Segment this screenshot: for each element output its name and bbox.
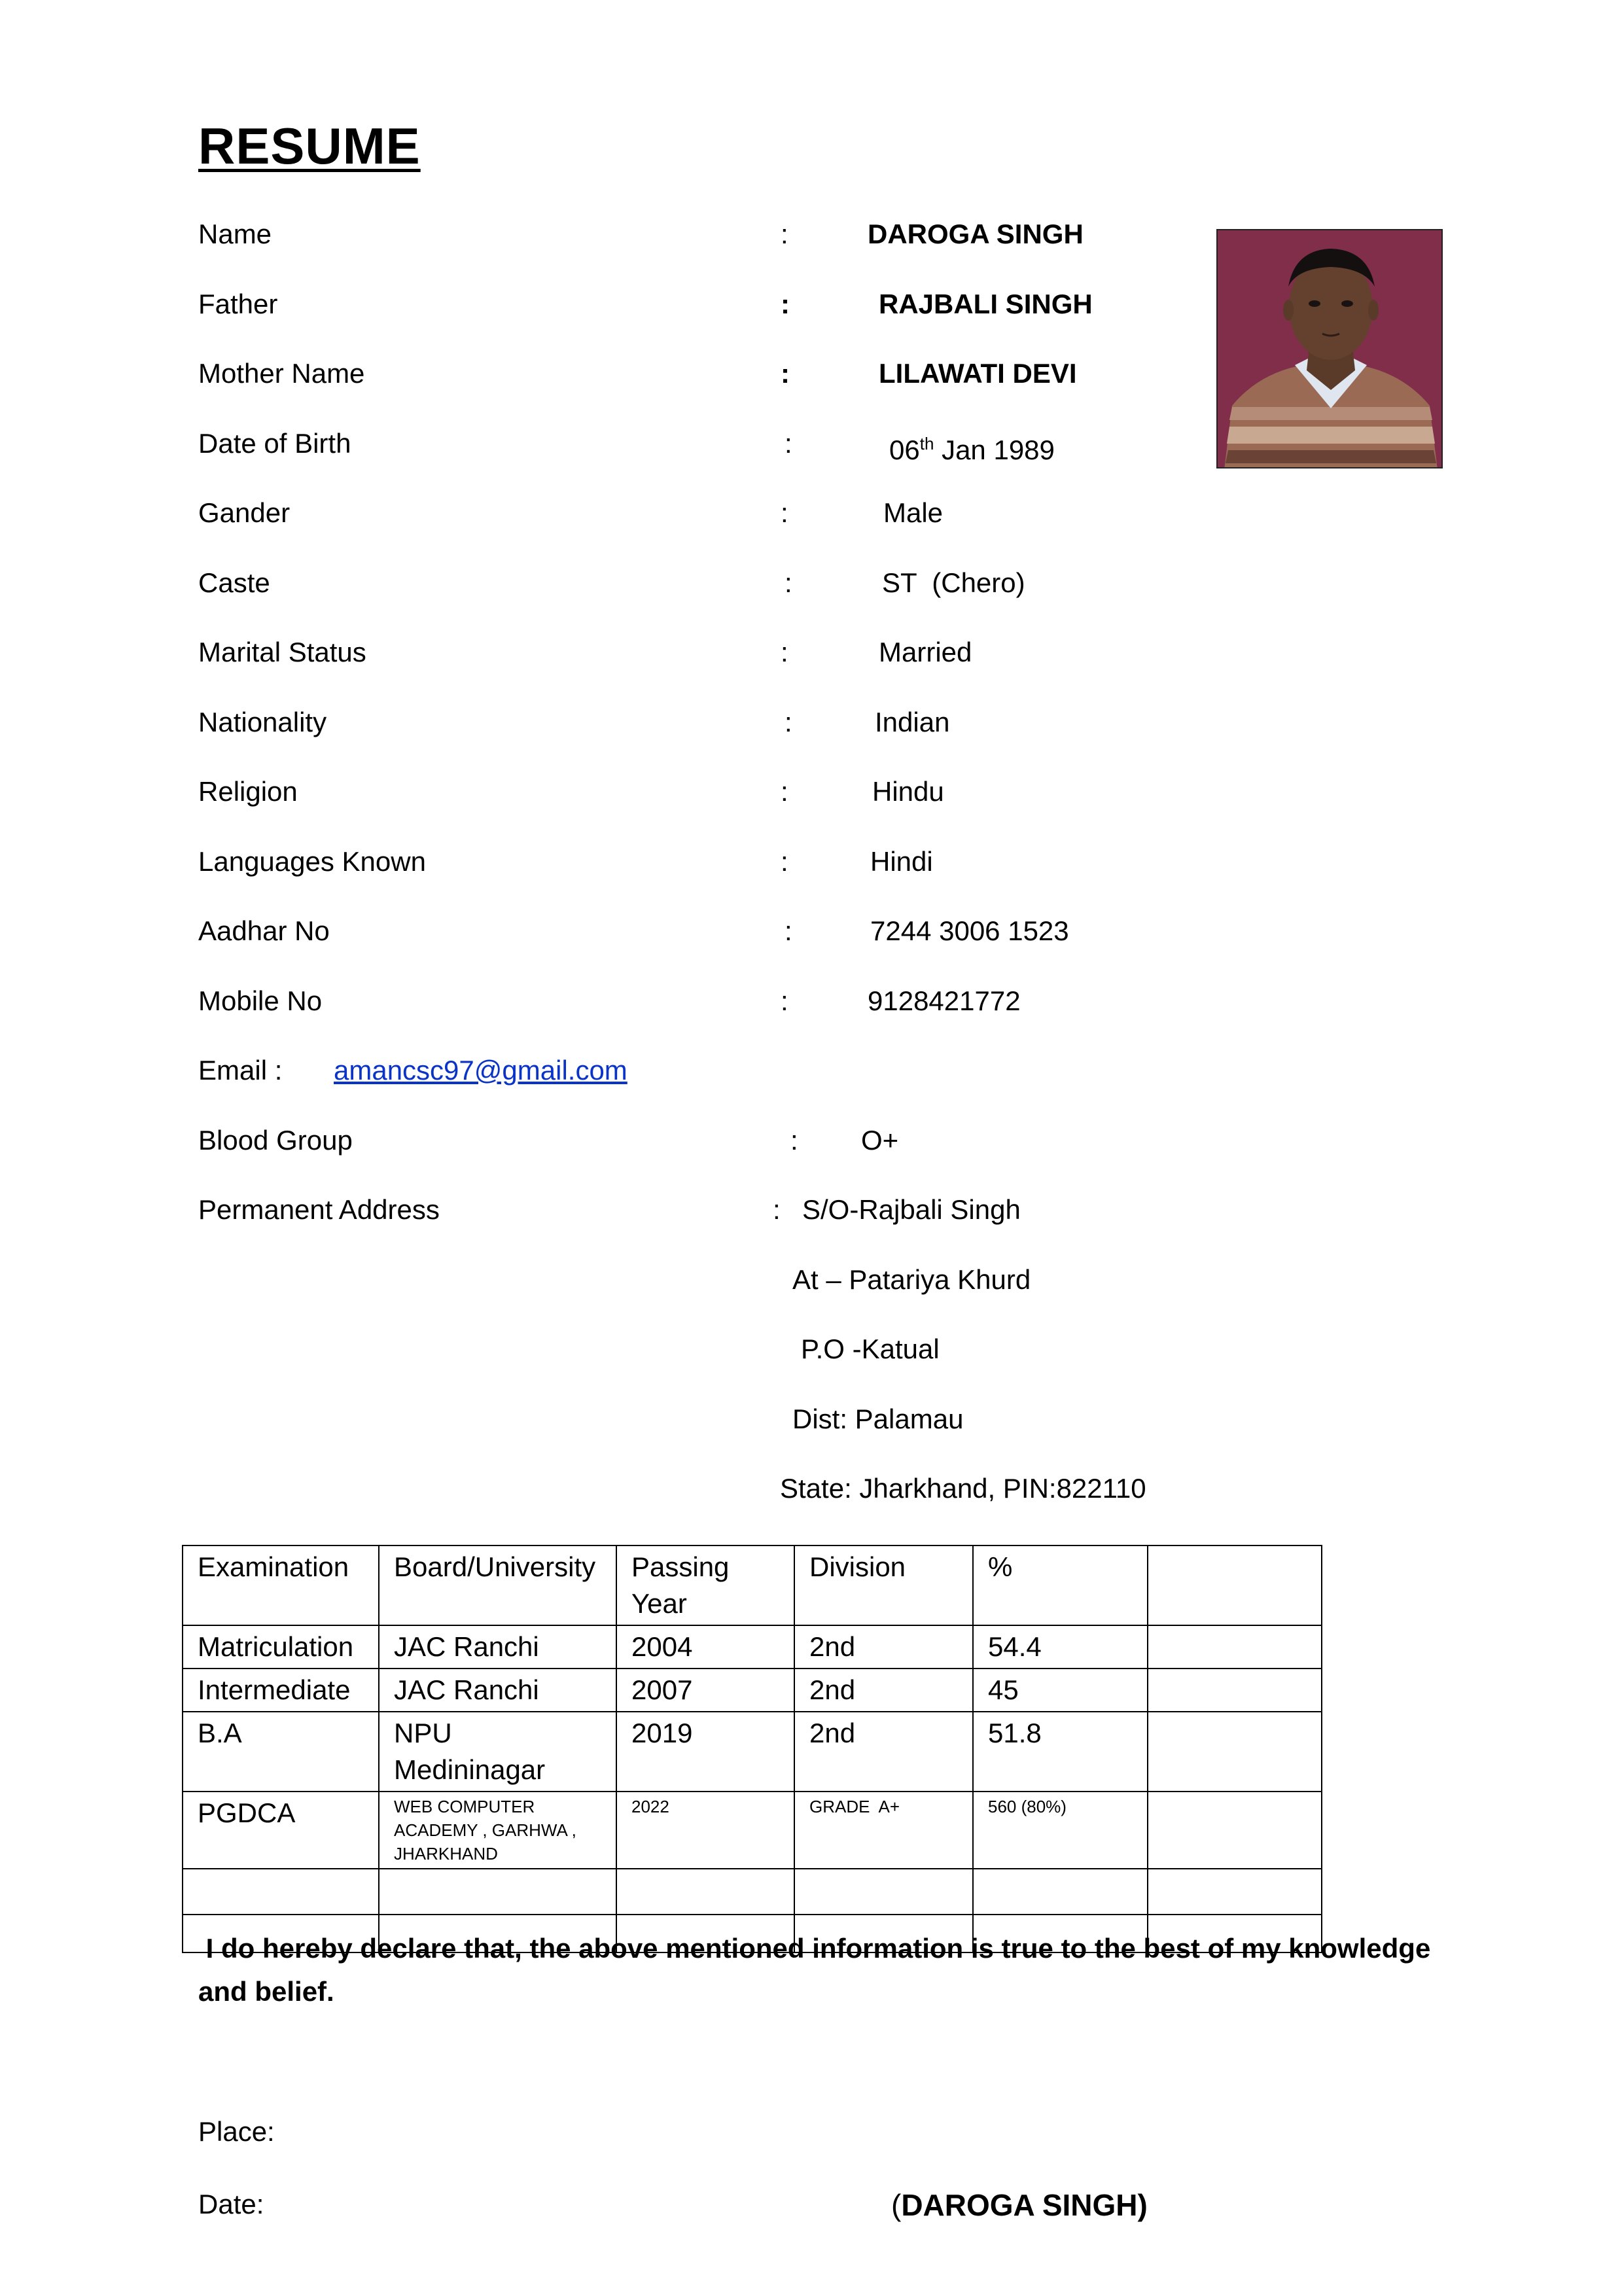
table-cell	[794, 1869, 973, 1915]
dob-label: Date of Birth	[198, 428, 351, 459]
address-line-3: P.O -Katual	[801, 1333, 940, 1364]
signature-name: DAROGA SINGH)	[901, 2188, 1148, 2222]
table-cell: NPU Medininagar	[379, 1712, 616, 1792]
header-board: Board/University	[379, 1545, 616, 1625]
email-link[interactable]: amancsc97@gmail.com	[334, 1055, 627, 1086]
table-cell: 51.8	[973, 1712, 1148, 1792]
father-label: Father	[198, 289, 278, 319]
header-extra	[1148, 1545, 1322, 1625]
table-row	[183, 1792, 1322, 1869]
gender-label: Gander	[198, 497, 291, 528]
name-value: DAROGA SINGH	[868, 219, 1084, 249]
religion-label: Religion	[198, 776, 298, 807]
dob-day: 06	[889, 434, 920, 465]
mother-colon: :	[781, 358, 790, 389]
table-row	[183, 1669, 1322, 1712]
address-line-1: S/O-Rajbali Singh	[802, 1194, 1021, 1225]
profile-photo	[1216, 229, 1443, 468]
declaration-text: I do hereby declare that, the above mentioned information is true to the best of my knowledge and belief.	[198, 1933, 1438, 2007]
languages-colon: :	[781, 846, 788, 877]
dob-value	[889, 424, 1055, 470]
nationality-value: Indian	[875, 707, 950, 737]
table-cell	[1148, 1625, 1322, 1669]
date-label: Date:	[198, 2189, 264, 2219]
name-colon: :	[781, 219, 788, 249]
dob-colon: :	[785, 428, 792, 459]
caste-value: ST (Chero)	[882, 567, 1025, 598]
table-cell: PGDCA	[183, 1792, 379, 1869]
table-cell	[973, 1869, 1148, 1915]
address-line-5: State: Jharkhand, PIN:822110	[780, 1473, 1146, 1504]
blood-group-value: O+	[861, 1125, 899, 1156]
table-row	[183, 1625, 1322, 1669]
table-cell: 45	[973, 1669, 1148, 1712]
address-line-2: At – Patariya Khurd	[792, 1264, 1031, 1295]
religion-value: Hindu	[872, 776, 944, 807]
table-cell: WEB COMPUTER ACADEMY , GARHWA , JHARKHAND	[379, 1792, 616, 1869]
header-passing-year: Passing Year	[616, 1545, 794, 1625]
marital-value: Married	[879, 637, 972, 667]
table-row	[183, 1869, 1322, 1915]
table-header-row	[183, 1545, 1322, 1625]
dob-month-year: Jan 1989	[934, 434, 1055, 465]
aadhar-colon: :	[785, 915, 792, 946]
table-cell	[183, 1869, 379, 1915]
table-cell: 2nd	[794, 1669, 973, 1712]
table-cell: 2nd	[794, 1712, 973, 1792]
marital-colon: :	[781, 637, 788, 667]
caste-label: Caste	[198, 567, 270, 598]
marital-label: Marital Status	[198, 637, 366, 667]
table-cell: 54.4	[973, 1625, 1148, 1669]
mobile-value: 9128421772	[868, 985, 1021, 1016]
table-cell: GRADE A+	[794, 1792, 973, 1869]
mother-value: LILAWATI DEVI	[879, 358, 1077, 389]
nationality-colon: :	[785, 707, 792, 737]
name-label: Name	[198, 219, 272, 249]
caste-colon: :	[785, 567, 792, 598]
address-line-4: Dist: Palamau	[792, 1404, 964, 1434]
table-cell	[1148, 1669, 1322, 1712]
table-cell: 2022	[616, 1792, 794, 1869]
table-cell: 560 (80%)	[973, 1792, 1148, 1869]
address-label: Permanent Address	[198, 1194, 440, 1225]
table-cell	[1148, 1869, 1322, 1915]
table-row	[183, 1712, 1322, 1792]
table-cell: 2004	[616, 1625, 794, 1669]
gender-colon: :	[781, 497, 788, 528]
dob-suffix: th	[919, 434, 934, 453]
aadhar-label: Aadhar No	[198, 915, 330, 946]
father-value: RAJBALI SINGH	[879, 289, 1093, 319]
table-cell: B.A	[183, 1712, 379, 1792]
religion-colon: :	[781, 776, 788, 807]
header-percent: %	[973, 1545, 1148, 1625]
header-division: Division	[794, 1545, 973, 1625]
blood-group-label: Blood Group	[198, 1125, 353, 1156]
languages-label: Languages Known	[198, 846, 426, 877]
table-cell: 2019	[616, 1712, 794, 1792]
table-cell	[616, 1869, 794, 1915]
table-cell: 2nd	[794, 1625, 973, 1669]
signature-open-paren: (	[891, 2188, 902, 2222]
mother-label: Mother Name	[198, 358, 365, 389]
address-colon: :	[773, 1194, 781, 1225]
aadhar-value: 7244 3006 1523	[870, 915, 1069, 946]
blood-group-colon: :	[790, 1125, 798, 1156]
table-cell: JAC Ranchi	[379, 1669, 616, 1712]
table-cell: Intermediate	[183, 1669, 379, 1712]
signature	[891, 2187, 1148, 2223]
place-label: Place:	[198, 2116, 275, 2147]
table-cell	[1148, 1792, 1322, 1869]
resume-title: RESUME	[198, 117, 421, 175]
education-table	[182, 1545, 1322, 1953]
email-label: Email :	[198, 1055, 283, 1086]
languages-value: Hindi	[870, 846, 933, 877]
table-cell	[1148, 1712, 1322, 1792]
table-cell: Matriculation	[183, 1625, 379, 1669]
mobile-colon: :	[781, 985, 788, 1016]
gender-value: Male	[883, 497, 944, 528]
father-colon: :	[781, 289, 790, 319]
table-cell	[379, 1869, 616, 1915]
nationality-label: Nationality	[198, 707, 327, 737]
table-cell: 2007	[616, 1669, 794, 1712]
person-portrait-icon	[1218, 230, 1443, 468]
mobile-label: Mobile No	[198, 985, 323, 1016]
table-cell: JAC Ranchi	[379, 1625, 616, 1669]
header-examination: Examination	[183, 1545, 379, 1625]
